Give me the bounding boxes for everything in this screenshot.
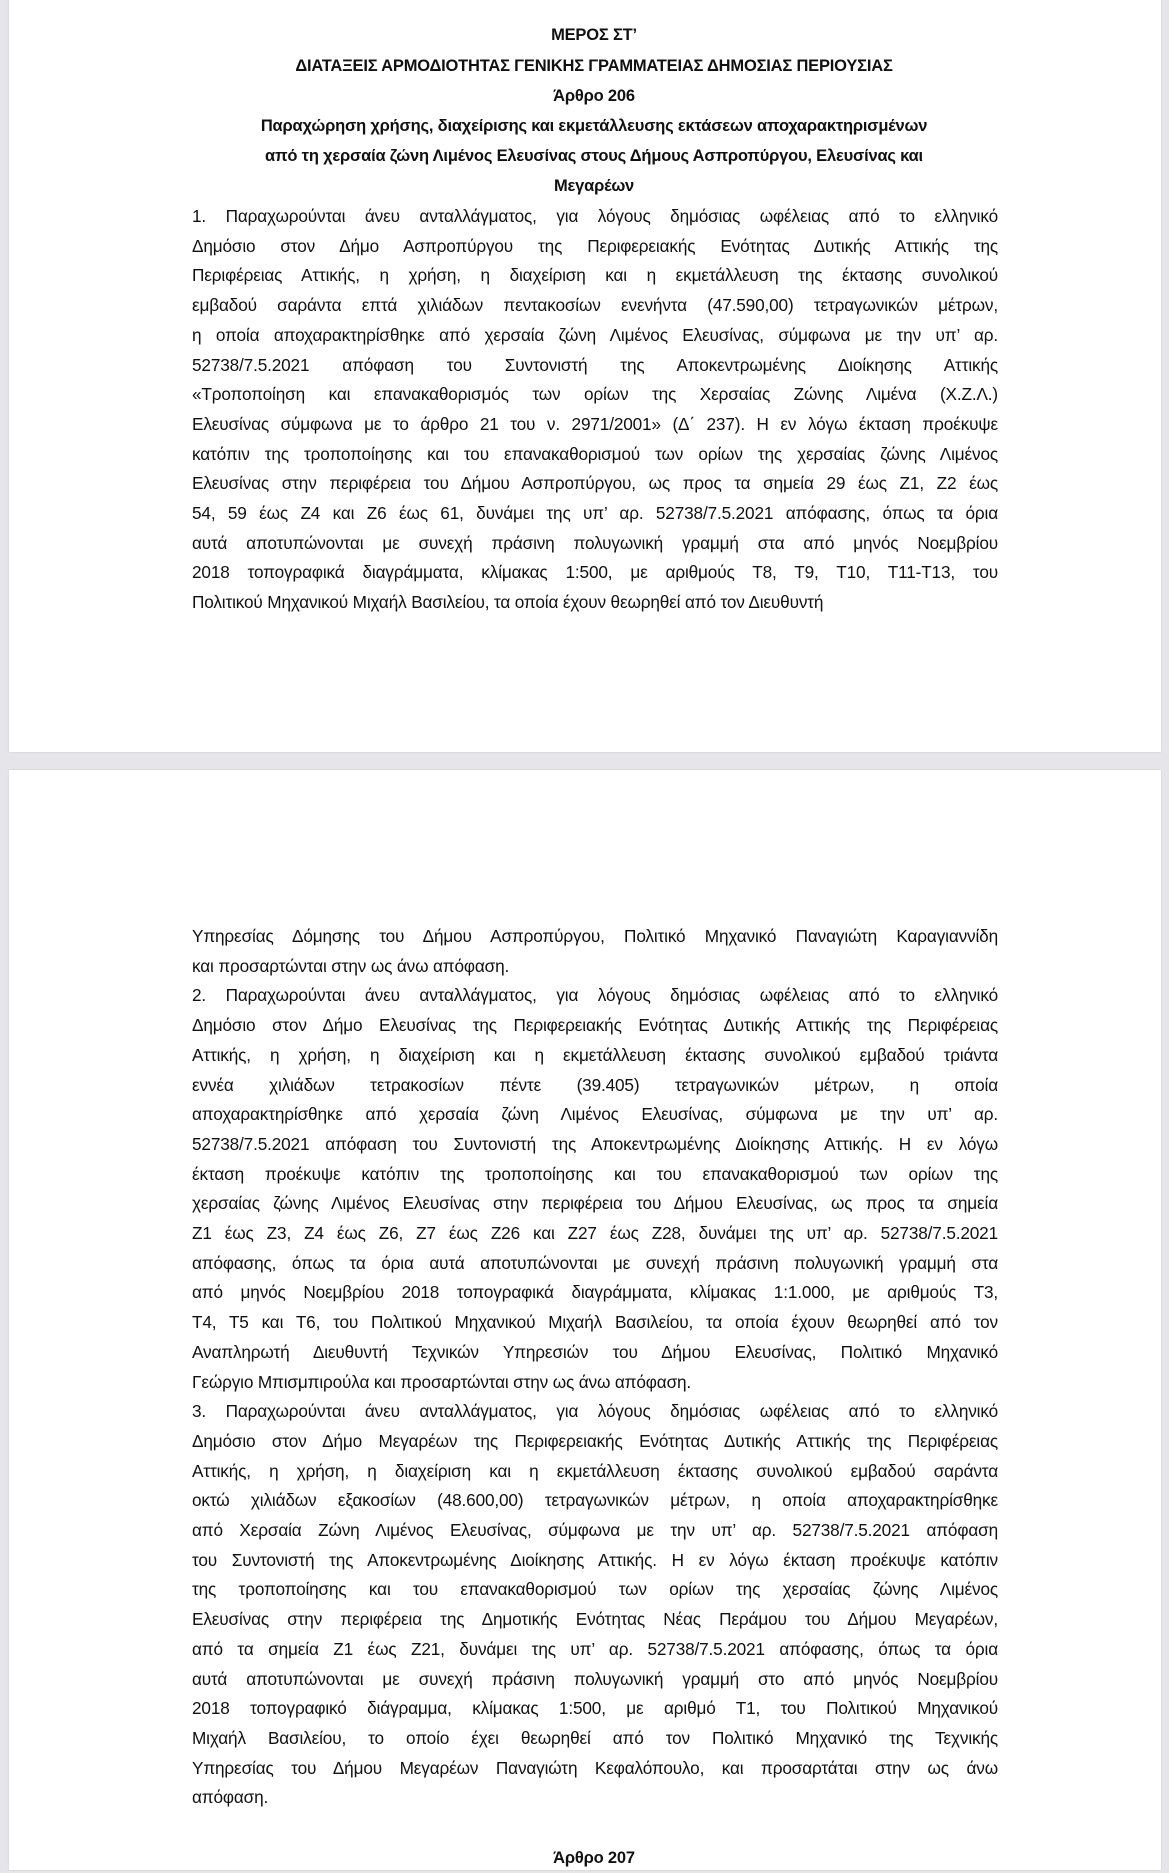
text-line: οκτώ χιλιάδων εξακοσίων (48.600,00) τετραγωνικών μέτρων, η οποία αποχαρακτηρίσθηκε <box>192 1490 998 1511</box>
text-line: Δημόσιο στον Δήμο Ελευσίνας της Περιφερειακής Ενότητας Δυτικής Αττικής της Περιφέρειας <box>192 1015 998 1036</box>
article-title-line: Μεγαρέων <box>553 177 635 195</box>
text-line: Τ4, Τ5 και Τ6, του Πολιτικού Μηχανικού Μιχαήλ Βασιλείου, τα οποία έχουν θεωρηθεί από τον <box>192 1312 998 1333</box>
text-line: Ζ1 έως Ζ3, Ζ4 έως Ζ6, Ζ7 έως Ζ26 και Ζ27 έως Ζ28, δυνάμει της υπ’ αρ. 52738/7.5.2021 <box>192 1223 998 1243</box>
text-line: 52738/7.5.2021 απόφαση του Συντονιστή της Αποκεντρωμένης Διοίκησης Αττικής. Η εν λόγω <box>192 1133 998 1154</box>
text-line: αποχαρακτηρίσθηκε από χερσαία ζώνη Λιμένος Ελευσίνας, σύμφωνα με την υπ’ αρ. <box>192 1104 998 1125</box>
text-line: 2. Παραχωρούνται άνευ ανταλλάγματος, για λόγους δημόσιας ωφέλειας από το ελληνικό <box>192 985 998 1006</box>
text-line: από μηνός Νοεμβρίου 2018 τοπογραφικά διαγράμματα, κλίμακας 1:1.000, με αριθμούς Τ3, <box>192 1282 998 1303</box>
text-line: απόφαση. <box>192 1787 269 1808</box>
article-number: Άρθρο 206 <box>553 87 635 105</box>
text-line: εννέα χιλιάδων τετρακοσίων πέντε (39.405) τετραγωνικών μέτρων, η οποία <box>192 1074 998 1095</box>
text-line: Δημόσιο στον Δήμο Μεγαρέων της Περιφερειακής Ενότητας Δυτικής Αττικής της Περιφέρειας <box>192 1430 998 1451</box>
text-line: Ελευσίνας σύμφωνα με το άρθρο 21 του ν. 2971/2001» (Δ΄ 237). Η εν λόγω έκταση προέκυψε <box>192 413 998 434</box>
document-page-1 <box>9 0 1161 752</box>
text-line: Αναπληρωτή Διευθυντή Τεχνικών Υπηρεσιών του Δήμου Ελευσίνας, Πολιτικό Μηχανικό <box>192 1341 998 1362</box>
text-line: 52738/7.5.2021 απόφαση του Συντονιστή της Αποκεντρωμένης Διοίκησης Αττικής <box>192 354 998 375</box>
text-line: 1. Παραχωρούνται άνευ ανταλλάγματος, για λόγους δημόσιας ωφέλειας από το ελληνικό <box>192 206 998 226</box>
text-line: Περιφέρειας Αττικής, η χρήση, η διαχείριση και η εκμετάλλευση της έκτασης συνολικού <box>192 265 998 286</box>
text-line: Μιχαήλ Βασιλείου, το οποίο έχει θεωρηθεί από τον Πολιτικό Μηχανικό της Τεχνικής <box>192 1727 998 1748</box>
text-line: από τα σημεία Ζ1 έως Ζ21, δυνάμει της υπ’ αρ. 52738/7.5.2021 απόφασης, όπως τα όρια <box>192 1638 998 1659</box>
text-line: Ελευσίνας στην περιφέρεια της Δημοτικής Ενότητας Νέας Περάμου του Δήμου Μεγαρέων, <box>192 1609 998 1630</box>
part-title: ΜΕΡΟΣ ΣΤ’ <box>551 26 637 44</box>
text-line: η οποία αποχαρακτηρίσθηκε από χερσαία ζώνη Λιμένος Ελευσίνας, σύμφωνα με την υπ’ αρ. <box>192 324 998 345</box>
text-line: 2018 τοπογραφικά διαγράμματα, κλίμακας 1:500, με αριθμούς Τ8, Τ9, Τ10, Τ11-Τ13, του <box>192 562 998 583</box>
text-line: Αττικής, η χρήση, η διαχείριση και η εκμετάλλευση έκτασης συνολικού εμβαδού σαράντα <box>192 1460 998 1481</box>
text-line: 2018 τοπογραφικό διάγραμμα, κλίμακας 1:500, με αριθμό Τ1, του Πολιτικού Μηχανικού <box>192 1698 998 1719</box>
article-title-line: Παραχώρηση χρήσης, διαχείρισης και εκμετάλλευσης εκτάσεων αποχαρακτηρισμένων <box>260 117 928 135</box>
text-line: Πολιτικού Μηχανικού Μιχαήλ Βασιλείου, τα οποία έχουν θεωρηθεί από τον Διευθυντή <box>192 592 824 613</box>
text-line: έκταση προέκυψε κατόπιν της τροποποίησης και του επανακαθορισμού των ορίων της <box>192 1163 998 1184</box>
text-line: της τροποποίησης και του επανακαθορισμού των ορίων της χερσαίας ζώνης Λιμένος <box>192 1579 998 1600</box>
text-line: 3. Παραχωρούνται άνευ ανταλλάγματος, για λόγους δημόσιας ωφέλειας από το ελληνικό <box>192 1401 998 1422</box>
text-line: αυτά αποτυπώνονται με συνεχή πράσινη πολυγωνική γραμμή στο από μηνός Νοεμβρίου <box>192 1668 998 1689</box>
text-line: «Τροποποίηση και επανακαθορισμός των ορίων της Χερσαίας Ζώνης Λιμένα (Χ.Ζ.Λ.) <box>192 384 998 405</box>
article-title-line: από τη χερσαία ζώνη Λιμένος Ελευσίνας στους Δήμους Ασπροπύργου, Ελευσίνας και <box>265 147 923 165</box>
text-line: Ελευσίνας στην περιφέρεια του Δήμου Ασπροπύργου, ως προς τα σημεία 29 έως Ζ1, Ζ2 έως <box>192 473 998 494</box>
next-article-number: Άρθρο 207 <box>553 1849 635 1867</box>
text-line: κατόπιν της τροποποίησης και του επανακαθορισμού των ορίων της χερσαίας ζώνης Λιμένος <box>192 443 998 464</box>
text-line: και προσαρτώνται στην ως άνω απόφαση. <box>192 955 510 976</box>
text-line: Δημόσιο στον Δήμο Ασπροπύργου της Περιφερειακής Ενότητας Δυτικής Αττικής της <box>192 235 998 256</box>
text-line: αυτά αποτυπώνονται με συνεχή πράσινη πολυγωνική γραμμή στα από μηνός Νοεμβρίου <box>192 532 998 553</box>
text-line: Γεώργιο Μπισμπιρούλα και προσαρτώνται στην ως άνω απόφαση. <box>192 1371 692 1392</box>
text-line: 54, 59 έως Ζ4 και Ζ6 έως 61, δυνάμει της υπ’ αρ. 52738/7.5.2021 απόφασης, όπως τα όρια <box>192 503 998 523</box>
text-line: εμβαδού σαράντα επτά χιλιάδων πεντακοσίων ενενήντα (47.590,00) τετραγωνικών μέτρων, <box>192 295 998 316</box>
text-line: Αττικής, η χρήση, η διαχείριση και η εκμετάλλευση έκτασης συνολικού εμβαδού τριάντα <box>192 1044 998 1065</box>
text-line: από Χερσαία Ζώνη Λιμένος Ελευσίνας, σύμφωνα με την υπ’ αρ. 52738/7.5.2021 απόφαση <box>192 1520 998 1540</box>
text-line: χερσαίας ζώνης Λιμένος Ελευσίνας στην περιφέρεια του Δήμου Ελευσίνας, ως προς τα σημεία <box>192 1193 998 1214</box>
text-line: Υπηρεσίας του Δήμου Μεγαρέων Παναγιώτη Κεφαλόπουλο, και προσαρτάται στην ως άνω <box>192 1757 998 1778</box>
part-subtitle: ΔΙΑΤΑΞΕΙΣ ΑΡΜΟΔΙΟΤΗΤΑΣ ΓΕΝΙΚΗΣ ΓΡΑΜΜΑΤΕΙΑΣ ΔΗΜΟΣΙΑΣ ΠΕΡΙΟΥΣΙΑΣ <box>295 57 893 75</box>
text-line: απόφασης, όπως τα όρια αυτά αποτυπώνονται με συνεχή πράσινη πολυγωνική γραμμή στα <box>192 1252 998 1273</box>
text-line: του Συντονιστή της Αποκεντρωμένης Διοίκησης Αττικής. Η εν λόγω έκταση προέκυψε κατόπιν <box>192 1549 998 1570</box>
text-line: Υπηρεσίας Δόμησης του Δήμου Ασπροπύργου, Πολιτικό Μηχανικό Παναγιώτη Καραγιαννίδη <box>192 926 998 946</box>
document-page-2 <box>9 770 1161 1870</box>
